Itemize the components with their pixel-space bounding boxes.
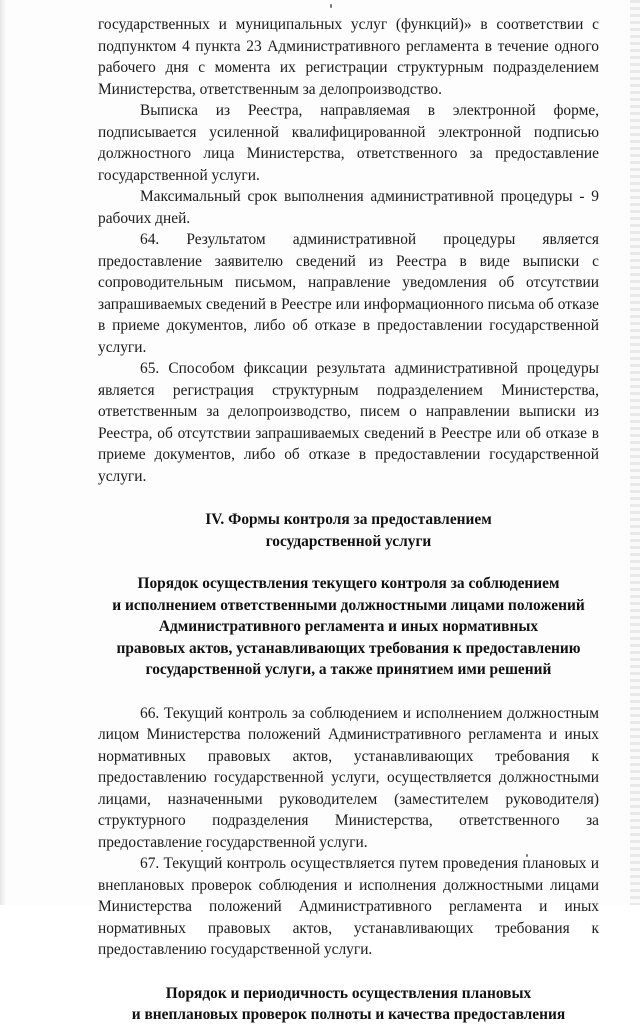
subsection-heading-line: Порядок и периодичность осуществления плановых [165, 984, 532, 1002]
document-body [98, 14, 599, 1026]
section-heading-line: IV. Формы контроля за предоставлением [205, 511, 492, 528]
subsection-heading-line: Административного регламента и иных нормативных [158, 618, 539, 635]
subsection-heading-line: правовых актов, устанавливающих требования к предоставлению [116, 639, 581, 657]
paragraph-extract-signature: Выписка из Реестра, направляемая в электронной форме, подписывается усиленной квалифицированной электронной подписью должностного лица Министерства, ответственного за предоставление государственной услуги. [98, 102, 599, 184]
paragraph-66: 66. Текущий контроль за соблюдением и исполнением должностным лицом Министерства положений Административного регламента и иных нормативных правовых актов, устанавливающих требования к предоставлению государственной услуги, осуществляется должностными лицами, назначенными руководителем (заместителем руководителя) структурного подразделения Министерства, ответственного за предоставление государственной услуги. [98, 704, 599, 851]
scan-edge-right [630, 0, 640, 905]
paragraph-max-term: Максимальный срок выполнения административной процедуры - 9 рабочих дней. [98, 188, 599, 227]
subsection-heading-current-control [98, 573, 599, 681]
scan-edge-left [0, 0, 6, 905]
subsection-heading-line: и внеплановых проверок полноты и качества предоставления [131, 1006, 566, 1023]
subsection-heading-periodicity [98, 983, 599, 1026]
paragraph-64: 64. Результатом административной процедуры является предоставление заявителю сведений из Реестра в виде выписки с сопроводительным письмом, направление уведомления об отсутствии запрашиваемых сведений в Реестре или информационного письма об отказе в приеме документов, либо об отказе в предоставлении государственной услуги. [98, 231, 599, 356]
subsection-heading-line: Порядок осуществления текущего контроля за соблюдением [137, 575, 560, 592]
paragraph-65: 65. Способом фиксации результата административной процедуры является регистрация структурным подразделением Министерства, ответственным за делопроизводство, писем о направлении выписки из Реестра, об отсутствии запрашиваемых сведений в Реестре или об отказе в приеме документов, либо об отказе в предоставлении государственной услуги. [98, 360, 599, 485]
section-heading-line: государственной услуги [265, 532, 432, 550]
subsection-heading-line: государственной услуги, а также принятием ими решений [145, 661, 552, 678]
subsection-heading-line: и исполнением ответственными должностными лицами положений [112, 596, 585, 614]
section-heading-iv [98, 509, 599, 552]
paragraph-67: 67. Текущий контроль осуществляется путем проведения плановых и внеплановых проверок соблюдения и исполнения должностными лицами Министерства положений Административного регламента и иных нормативных правовых актов, устанавливающих требования к предоставлению государственной услуги. [98, 855, 599, 958]
scan-speck [330, 4, 332, 8]
paragraph-continuation: государственных и муниципальных услуг (функций)» в соответствии с подпунктом 4 пункта 23 Административного регламента в течение одного рабочего дня с момента их регистрации структурным подразделением Министерства, ответственным за делопроизводство. [98, 16, 599, 98]
